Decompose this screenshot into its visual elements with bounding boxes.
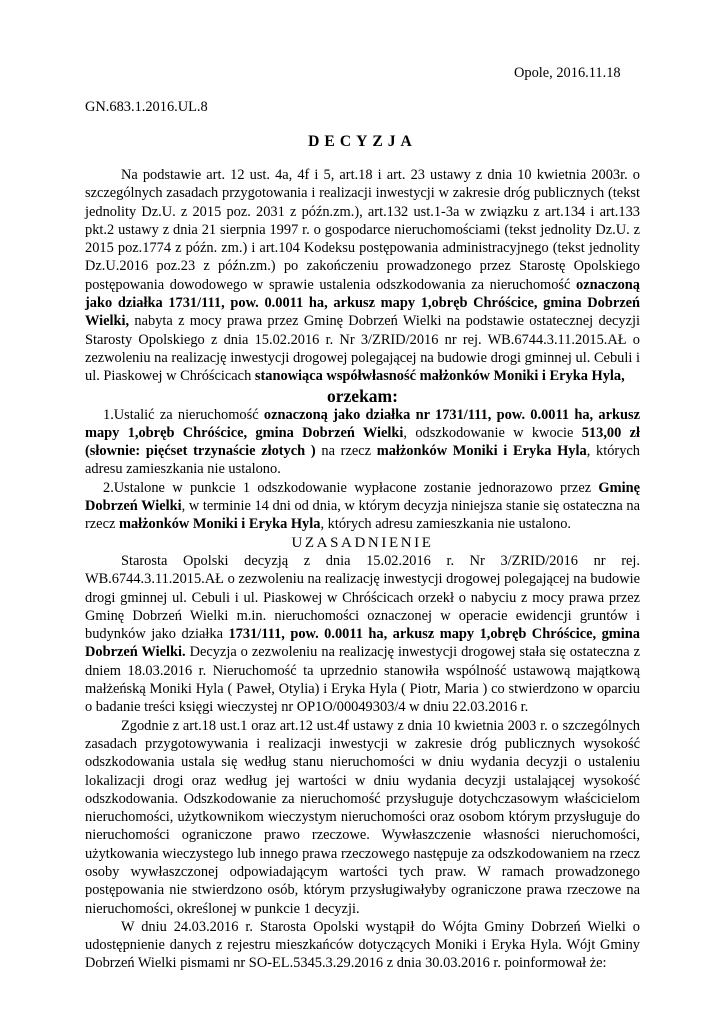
reason-paragraph-3: W dniu 24.03.2016 r. Starosta Opolski wystąpił do Wójta Gminy Dobrzeń Wielki o udostępnienie danych z rejestru mieszkańców dotyczących Moniki i Eryka Hyla. Wójt Gminy Dobrzeń Wielki pismami nr SO-EL.5345.3.29.2016 z dnia 30.03.2016 r. poinformował że:	[85, 918, 640, 972]
item1-recipients: małżonków Moniki i Eryka Hyla	[376, 443, 587, 460]
legal-basis-paragraph	[85, 166, 640, 386]
item1-text-2: , odszkodowanie w kwocie	[403, 424, 574, 441]
item1-text-3: na rzecz	[321, 443, 372, 460]
orzekam-heading: orzekam:	[327, 385, 398, 406]
item2-text-1: 2.Ustalone w punkcie 1 odszkodowanie wypłacone zostanie jednorazowo przez	[103, 479, 592, 496]
intro-text-2: nabyta z mocy prawa przez Gminę Dobrzeń Wielki na podstawie ostatecznej decyzji Starosty Opolskiego z dnia 15.02.2016 r. Nr 3/ZRID/2016 nr rej. WB.6744.3.11.2015.AŁ o zezwoleniu na realizację inwestycji drogowej polegającej na budowie drogi gminnej ul. Cebuli i ul. Piaskowej w Chróścicach	[85, 313, 640, 385]
item2-text-3: , których adresu zamieszkania nie ustalono.	[320, 516, 572, 533]
item1-parcel: oznaczoną jako działka nr 1731/111, pow. 0.0011 ha, arkusz mapy 1,obręb Chróścice, gmina Dobrzeń Wielki	[85, 406, 640, 441]
item2-text-2: , w terminie 14 dni od dnia, w którym decyzja niniejsza stanie się ostateczna na rzecz	[85, 498, 640, 533]
reason1-text-1: Starosta Opolski decyzją z dnia 15.02.2016 r. Nr 3/ZRID/2016 nr rej. WB.6744.3.11.2015.AŁ o zezwoleniu na realizację inwestycji drogowej polegającej na budowie drogi gminnej ul. Cebuli i ul. Piaskowej w Chróścicach orzekł o nabyciu z mocy prawa przez Gminę Dobrzeń Wielki m.in. nieruchomości oznaczonej w operacie ewidencji gruntów i budynków jako działka	[85, 552, 640, 643]
uzasadnienie-heading: UZASADNIENIE	[291, 534, 434, 551]
intro-parcel-description: oznaczoną jako działka 1731/111, pow. 0.0011 ha, arkusz mapy 1,obręb Chróścice, gmina Dobrzeń Wielki,	[85, 276, 640, 330]
document-body	[85, 166, 640, 973]
item2-payer: Gminę Dobrzeń Wielki	[85, 479, 640, 515]
item1-text-4: , których adresu zamieszkania nie ustalono.	[85, 443, 640, 478]
document-title: DECYZJA	[308, 133, 417, 150]
item1-amount: 513,00 zł (słownie: pięćset trzynaście złotych )	[85, 424, 641, 460]
intro-owners: stanowiąca współwłasność małżonków Moniki i Eryka Hyla,	[254, 368, 625, 385]
reason1-text-2: Decyzja o zezwoleniu na realizację inwestycji drogowej stała się ostateczna z dniem 18.03.2016 r. Nieruchomość ta uprzednio stanowiła wspólność ustawową majątkową małżeńską Moniki Hyla ( Paweł, Otylia) i Eryka Hyla ( Piotr, Maria ) co stwierdzono w oparciu o badanie treści księgi wieczystej nr OP1O/00049303/4 w dniu 22.03.2016 r.	[85, 644, 640, 716]
reason-paragraph-2: Zgodnie z art.18 ust.1 oraz art.12 ust.4f ustawy z dnia 10 kwietnia 2003 r. o szczególnych zasadach przygotowywania i realizacji inwestycji w zakresie dróg publicznych wysokość odszkodowania ustala się według stanu nieruchomości w dniu wydania decyzji o ustaleniu lokalizacji drogi oraz według jej wartości w dniu wydania decyzji ustalającej wysokość odszkodowania. Odszkodowanie za nieruchomość przysługuje dotychczasowym właścicielom nieruchomości, użytkownikom wieczystym nieruchomości oraz osobom którym przysługuje do nieruchomości ograniczone prawo rzeczowe. Wywłaszczenie własności nieruchomości, użytkowania wieczystego lub innego prawa rzeczowego następuje za odszkodowaniem na rzecz osoby wywłaszczonej odpowiadającym wartości tych praw. W ramach prowadzonego postępowania nie stwierdzono osób, którym przysługiwałyby ograniczone prawa rzeczowe na nieruchomości, określonej w punkcie 1 decyzji.	[85, 717, 640, 917]
item2-recipients: małżonków Moniki i Eryka Hyla	[118, 516, 321, 533]
place-date: Opole, 2016.11.18	[514, 65, 621, 81]
reason-paragraph-1	[85, 552, 640, 717]
case-number: GN.683.1.2016.UL.8	[85, 99, 208, 115]
intro-text-1: Na podstawie art. 12 ust. 4a, 4f i 5, art.18 i art. 23 ustawy z dnia 10 kwietnia 2003r. o szczególnych zasadach przygotowania i realizacji inwestycji w zakresie dróg publicznych (tekst jednolity Dz.U. z 2015 poz. 2031 z późn.zm.), art.132 ust.1-3a w związku z art.134 i art.133 pkt.2 ustawy z dnia 21 sierpnia 1997 r. o gospodarce nieruchomościami (tekst jednolity Dz.U. z 2015 poz.1774 z późn. zm.) i art.104 Kodeksu postępowania administracyjnego (tekst jednolity Dz.U.2016 poz.23 z późn.zm.) po zakończeniu prowadzonego przez Starostę Opolskiego postępowania dowodowego w sprawie ustalenia odszkodowania za nieruchomość	[85, 167, 640, 293]
reason1-parcel: 1731/111, pow. 0.0011 ha, arkusz mapy 1,obręb Chróścice, gmina Dobrzeń Wielki.	[85, 626, 640, 661]
item1-text-1: 1.Ustalić za nieruchomość	[103, 406, 259, 423]
ruling-item-2	[85, 479, 640, 534]
ruling-item-1	[85, 406, 640, 479]
